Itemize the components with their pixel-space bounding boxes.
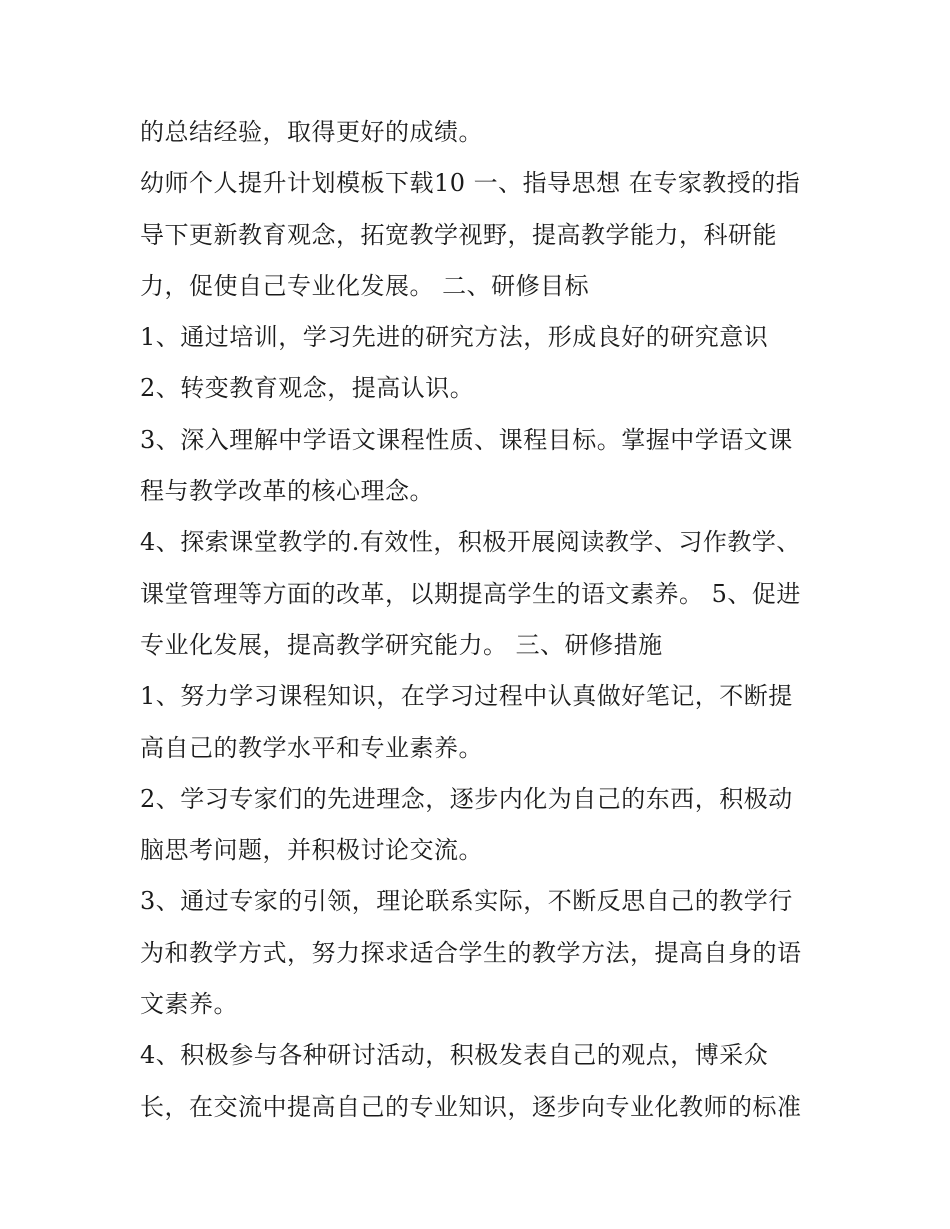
text-line: 长，在交流中提高自己的专业知识，逐步向专业化教师的标准 — [140, 1092, 802, 1121]
text-line: 文素养。 — [140, 990, 238, 1019]
text-line: 4、探索课堂教学的.有效性，积极开展阅读教学、习作教学、 — [140, 528, 801, 557]
text-line: 脑思考问题，并积极讨论交流。 — [140, 836, 483, 865]
text-line: 4、积极参与各种研讨活动，积极发表自己的观点，博采众 — [140, 1041, 769, 1070]
text-line: 导下更新教育观念，拓宽教学视野，提高教学能力，科研能 — [140, 220, 777, 249]
text-line: 2、转变教育观念，提高认识。 — [140, 374, 475, 403]
text-line: 3、深入理解中学语文课程性质、课程目标。掌握中学语文课 — [140, 425, 793, 454]
text-line: 2、学习专家们的先进理念，逐步内化为自己的东西，积极动 — [140, 784, 793, 813]
text-line: 课堂管理等方面的改革，以期提高学生的语文素养。 5、促进 — [140, 579, 801, 608]
text-line: 幼师个人提升计划模板下载10 一、指导思想 在专家教授的指 — [140, 169, 801, 198]
text-line: 为和教学方式，努力探求适合学生的教学方法，提高自身的语 — [140, 938, 802, 967]
text-line: 高自己的教学水平和专业素养。 — [140, 733, 483, 762]
body-text — [140, 107, 830, 1133]
text-line: 力，促使自己专业化发展。 二、研修目标 — [140, 271, 590, 300]
text-line: 3、通过专家的引领，理论联系实际，不断反思自己的教学行 — [140, 887, 793, 916]
text-line: 程与教学改革的核心理念。 — [140, 477, 434, 506]
text-line: 1、通过培训，学习先进的研究方法，形成良好的研究意识 — [140, 323, 769, 352]
text-line: 的总结经验，取得更好的成绩。 — [140, 118, 483, 146]
text-line: 专业化发展，提高教学研究能力。 三、研修措施 — [140, 630, 663, 659]
text-line: 1、努力学习课程知识，在学习过程中认真做好笔记，不断提 — [140, 682, 793, 711]
